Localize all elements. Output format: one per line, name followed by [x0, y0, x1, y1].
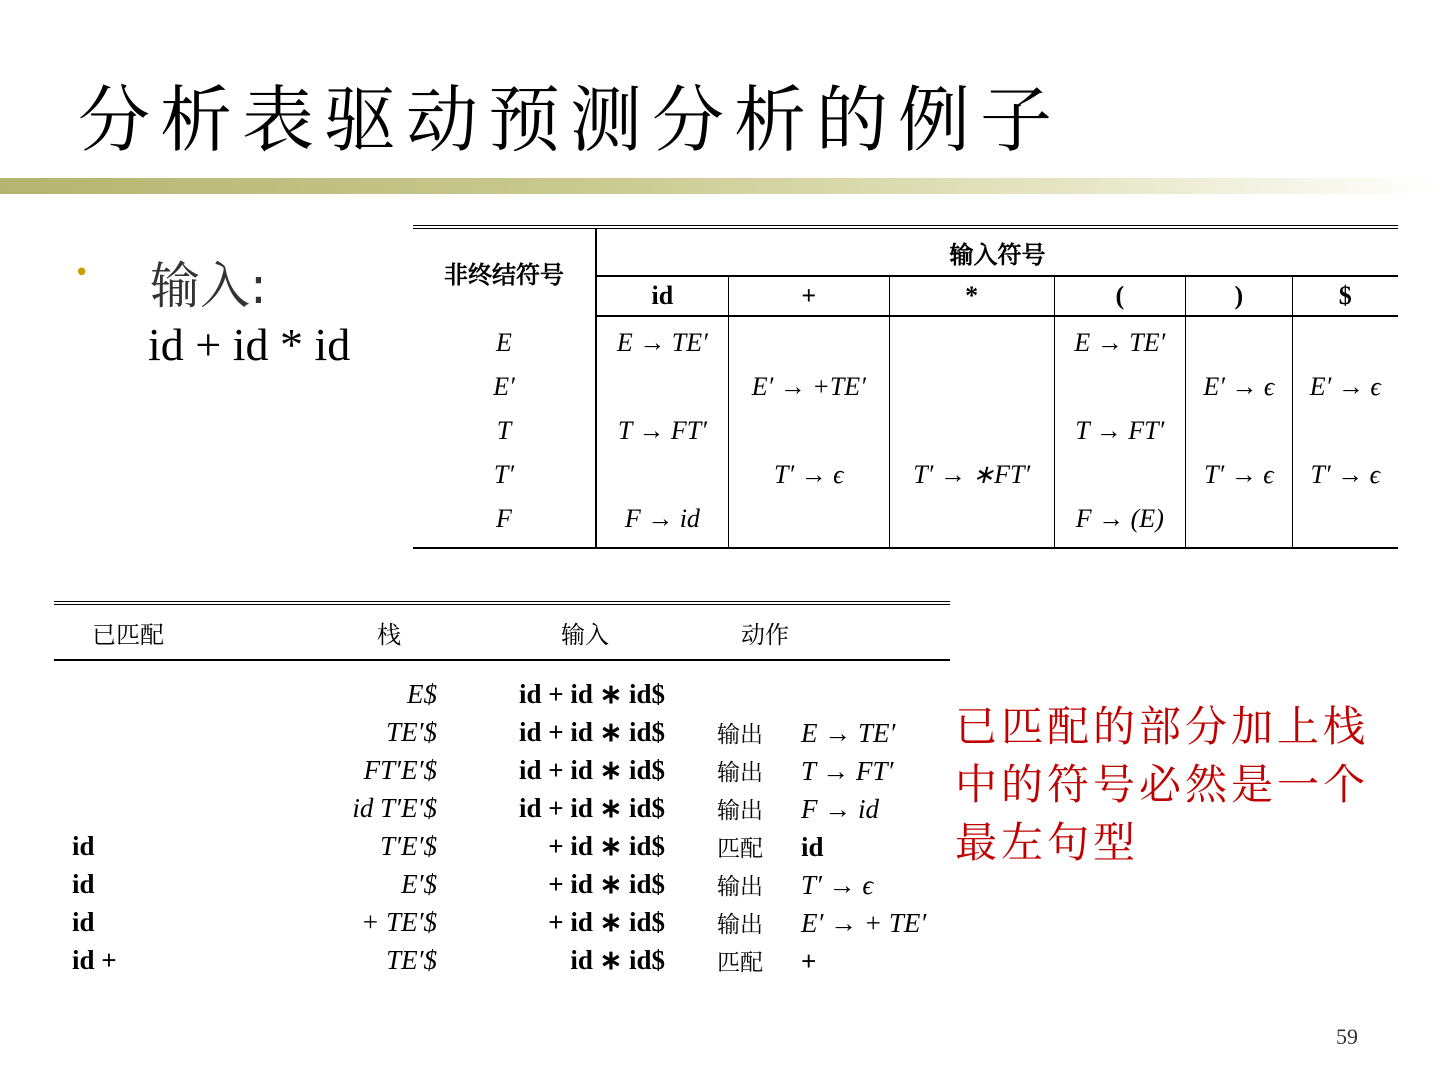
trace-row — [54, 865, 950, 903]
production-cell — [889, 409, 1054, 453]
production-cell: T → FT′ — [596, 409, 728, 453]
action-production: T → FT′ — [801, 755, 894, 786]
symbol-header: $ — [1292, 276, 1398, 316]
production-cell — [1292, 409, 1398, 453]
production-cell: F → id — [596, 497, 728, 548]
symbol-header: ( — [1054, 276, 1186, 316]
action-production: E′ → + TE′ — [801, 907, 927, 938]
action-cell — [669, 941, 950, 979]
action-word: 匹配 — [717, 835, 763, 862]
production-cell: T′ → ϵ — [1310, 460, 1381, 489]
input-cell: id + id ∗ id$ — [518, 754, 665, 785]
action-cell — [669, 751, 950, 789]
input-label: 输入: — [150, 257, 267, 315]
action-production: E → TE′ — [801, 717, 896, 748]
trace-row — [54, 827, 950, 865]
stack-header: 栈 — [243, 603, 441, 660]
production-cell: E′ → ϵ — [1309, 372, 1381, 401]
production-cell — [1292, 316, 1398, 365]
nonterminal-cell: T — [413, 409, 596, 453]
input-cell: + id ∗ id$ — [548, 868, 665, 899]
trace-row — [54, 713, 950, 751]
trace-row — [54, 660, 950, 713]
production-cell: E → TE′ — [1054, 316, 1186, 365]
parse-table-row — [413, 497, 1398, 548]
trace-row — [54, 941, 950, 979]
production-cell — [596, 453, 728, 497]
parse-table-row — [413, 453, 1398, 497]
symbol-header: * — [889, 276, 1054, 316]
stack-cell: TE′$ — [386, 716, 437, 747]
matched-cell: id — [72, 868, 95, 899]
action-word: 输出 — [717, 759, 763, 786]
nonterminal-header: 非终结符号 — [413, 227, 596, 316]
matched-cell: id — [72, 830, 95, 861]
title-underline-bar — [0, 178, 1440, 194]
production-cell: E′ → ϵ — [1186, 365, 1292, 409]
action-word: 输出 — [717, 911, 763, 938]
matched-header: 已匹配 — [54, 603, 243, 660]
production-cell — [889, 365, 1054, 409]
stack-cell: + TE′$ — [361, 906, 437, 937]
production-cell — [1186, 409, 1292, 453]
matched-cell: id — [72, 906, 95, 937]
matched-cell — [54, 751, 243, 789]
action-cell — [669, 713, 950, 751]
production-cell — [596, 365, 728, 409]
production-cell — [1186, 316, 1292, 365]
production-cell — [1186, 497, 1292, 548]
parse-table — [413, 225, 1398, 549]
production-cell — [889, 497, 1054, 548]
input-header: 输入 — [441, 603, 669, 660]
matched-cell — [54, 789, 243, 827]
page-number: 59 — [1336, 1024, 1358, 1049]
input-cell: id + id ∗ id$ — [518, 678, 665, 709]
action-cell — [669, 827, 950, 865]
production-cell: T′ → ϵ — [728, 453, 889, 497]
bullet-dot-icon: • — [74, 258, 90, 288]
trace-row — [54, 789, 950, 827]
nonterminal-cell: E — [413, 316, 596, 365]
matched-cell — [54, 660, 243, 713]
parse-table-row — [413, 409, 1398, 453]
nonterminal-cell: T′ — [413, 453, 596, 497]
input-cell: id + id ∗ id$ — [518, 716, 665, 747]
input-symbols-header: 输入符号 — [596, 227, 1398, 276]
stack-cell: E′$ — [401, 868, 437, 899]
input-cell: + id ∗ id$ — [548, 906, 665, 937]
leftmost-sentential-form-note: 已匹配的部分加上栈中的符号必然是一个最左句型 — [955, 702, 1370, 867]
action-word: 输出 — [717, 797, 763, 824]
input-expression: id + id * id — [148, 319, 351, 370]
stack-cell: E$ — [407, 678, 437, 709]
stack-cell: id T′E′$ — [352, 792, 437, 823]
symbol-header: id — [596, 276, 728, 316]
action-cell — [669, 789, 950, 827]
trace-header-row — [54, 603, 950, 660]
trace-row — [54, 751, 950, 789]
parse-table-row — [413, 316, 1398, 365]
stack-cell: T′E′$ — [380, 830, 437, 861]
action-header: 动作 — [669, 603, 950, 660]
nonterminal-cell: F — [413, 497, 596, 548]
production-cell: E′ → +TE′ — [728, 365, 889, 409]
input-cell: + id ∗ id$ — [548, 830, 665, 861]
nonterminal-cell: E′ — [413, 365, 596, 409]
production-cell: T → FT′ — [1054, 409, 1186, 453]
action-word: 匹配 — [717, 949, 763, 976]
action-cell — [669, 660, 950, 713]
slide-title: 分析表驱动预测分析的例子 — [78, 78, 1063, 162]
action-production: T′ → ϵ — [801, 869, 874, 900]
production-cell — [1292, 497, 1398, 548]
production-cell — [1054, 365, 1186, 409]
trace-row — [54, 903, 950, 941]
action-cell — [669, 903, 950, 941]
action-production: + — [801, 945, 817, 976]
action-word: 输出 — [717, 721, 763, 748]
production-cell — [728, 497, 889, 548]
matched-cell: id + — [72, 944, 117, 975]
production-cell — [889, 316, 1054, 365]
trace-table — [54, 601, 950, 979]
production-cell: E → TE′ — [596, 316, 728, 365]
stack-cell: TE′$ — [386, 944, 437, 975]
action-production: F → id — [801, 793, 879, 824]
production-cell: T′ → ϵ — [1186, 453, 1292, 497]
input-cell: id ∗ id$ — [570, 944, 665, 975]
input-cell: id + id ∗ id$ — [518, 792, 665, 823]
production-cell: F → (E) — [1054, 497, 1186, 548]
production-cell: T′ → ∗FT′ — [889, 453, 1054, 497]
action-cell — [669, 865, 950, 903]
symbol-header: ) — [1186, 276, 1292, 316]
matched-cell — [54, 713, 243, 751]
symbol-header: + — [728, 276, 889, 316]
parse-table-row — [413, 365, 1398, 409]
production-cell — [728, 316, 889, 365]
action-production: id — [801, 831, 824, 862]
action-word: 输出 — [717, 873, 763, 900]
stack-cell: FT′E′$ — [363, 754, 437, 785]
production-cell — [728, 409, 889, 453]
production-cell — [1054, 453, 1186, 497]
